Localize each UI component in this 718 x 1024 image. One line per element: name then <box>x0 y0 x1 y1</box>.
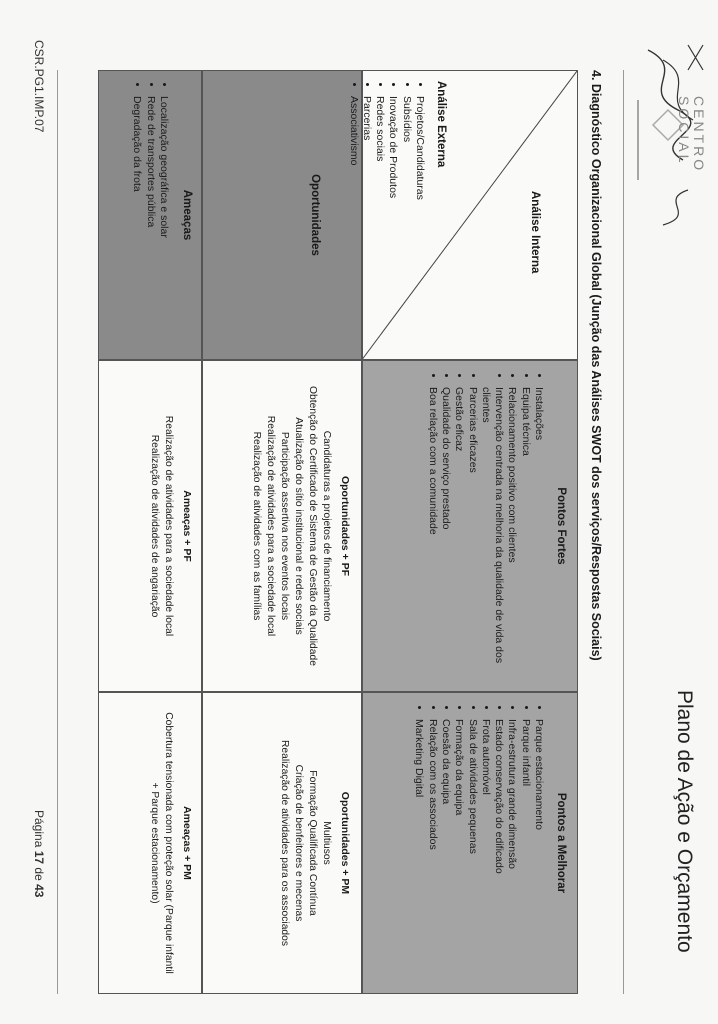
section-heading: 4. Diagnóstico Organizacional Global (Junção das Análises SWOT dos serviços/Respostas Sociais) <box>589 70 603 661</box>
list-item: • Marketing Digital <box>412 719 425 993</box>
threats-list <box>130 70 170 360</box>
thr-pf-cell <box>98 360 202 692</box>
footer-rule <box>57 70 58 994</box>
list-item: • Localização geográfica e solar <box>157 96 170 360</box>
list-item: • Relacionamento positivo com clientes <box>505 387 518 691</box>
list-item: • Parque infantil <box>518 719 531 993</box>
list-item: • Associativismo <box>346 96 359 360</box>
list-item: • Intervenção centrada na melhoria da qualidade de vida dos clientes <box>479 387 506 691</box>
strengths-list <box>425 361 545 691</box>
document-title: Plano de Ação e Orçamento <box>673 690 696 953</box>
thr-pm-cell <box>98 692 202 994</box>
list-item: • Sala de atividades pequenas <box>465 719 478 993</box>
weaknesses-cell <box>362 692 578 994</box>
list-item: • Inovação de Produtos <box>386 96 399 360</box>
list-item: • Equipa técnica <box>518 387 531 691</box>
list-item: • Frota automóvel <box>479 719 492 993</box>
list-item: • Parcerias eficazes <box>465 387 478 691</box>
opp-pf-line: Obtenção do Certificado de Sistema de Gestão da Qualidade <box>307 386 318 666</box>
list-item: • Projetos/Candidaturas <box>413 96 426 360</box>
list-item: • Instalações <box>532 387 545 691</box>
page-number: Página 17 de 43 <box>32 810 46 898</box>
opp-pf-cell <box>202 360 362 692</box>
list-item: • Infra-estrutura grande dimensão <box>505 719 518 993</box>
thr-pf-line: Realização de atividades para a sociedade local <box>163 415 174 637</box>
opp-pf-line: Realização de atividades para a sociedade local <box>265 415 276 637</box>
internal-analysis-label: Análise Interna <box>529 191 541 274</box>
list-item: • Redes sociais <box>373 96 386 360</box>
list-item: • Degradação da frota <box>130 96 143 360</box>
opp-pm-cell <box>202 692 362 994</box>
external-analysis-label: Análise Externa <box>435 81 447 168</box>
list-item: • Parcerias <box>360 96 373 360</box>
opp-pf-title: Oportunidades + PF <box>339 475 351 577</box>
opportunities-cell <box>202 70 362 360</box>
threats-title: Ameaças <box>181 189 193 241</box>
weaknesses-list <box>412 693 545 993</box>
opp-pm-line: Formação Qualificada Contínua <box>307 770 318 916</box>
opp-pm-title: Oportunidades + PM <box>339 791 351 895</box>
opp-pm-line: Multiusos <box>321 821 332 865</box>
opp-pf-line: Participação assertiva nos eventos locais <box>279 431 290 621</box>
list-item: • Relação com os associados <box>425 719 438 993</box>
thr-pm-line: Cobertura tensionada com proteção solar (Parque infantil <box>163 712 174 974</box>
opp-pm-line: Realização de atividades para os associados <box>279 739 290 947</box>
list-item: • Formação da equipa <box>452 719 465 993</box>
opportunities-title: Oportunidades <box>309 174 321 256</box>
logo-text: CENTRO SOCIAL <box>676 96 707 174</box>
opp-pf-line: Realização de atividades com as famílias <box>251 431 262 621</box>
list-item: • Boa relação com a comunidade <box>425 387 438 691</box>
header-rule <box>623 70 624 994</box>
opp-pf-line: Candidaturas a projetos de financiamento <box>321 430 332 622</box>
thr-pm-line: + Parque estacionamento) <box>149 782 160 904</box>
opp-pm-line: Criação de benfeitores e mecenas <box>293 764 304 922</box>
strengths-cell <box>362 360 578 692</box>
list-item: • Qualidade do serviço prestado <box>439 387 452 691</box>
swot-matrix <box>98 70 578 994</box>
list-item: • Rede de transportes pública <box>143 96 156 360</box>
list-item: • Estado conservação do edificado <box>492 719 505 993</box>
list-item: • Coesão da equipa <box>439 719 452 993</box>
list-item: • Gestão eficaz <box>452 387 465 691</box>
weaknesses-title: Pontos a Melhorar <box>555 792 567 894</box>
thr-pm-title: Ameaças + PM <box>181 806 193 880</box>
thr-pf-title: Ameaças + PF <box>181 490 193 562</box>
document-code: CSR.PG1.IMP.07 <box>32 40 46 133</box>
list-item: • Subsídios <box>399 96 412 360</box>
strengths-title: Pontos Fortes <box>555 487 567 565</box>
opp-pf-line: Atualização do sítio institucional e redes sociais <box>293 417 304 635</box>
thr-pf-line: Realização de atividades de angariação <box>149 434 160 618</box>
opportunities-list <box>346 70 426 360</box>
list-item: • Parque estacionamento <box>532 719 545 993</box>
